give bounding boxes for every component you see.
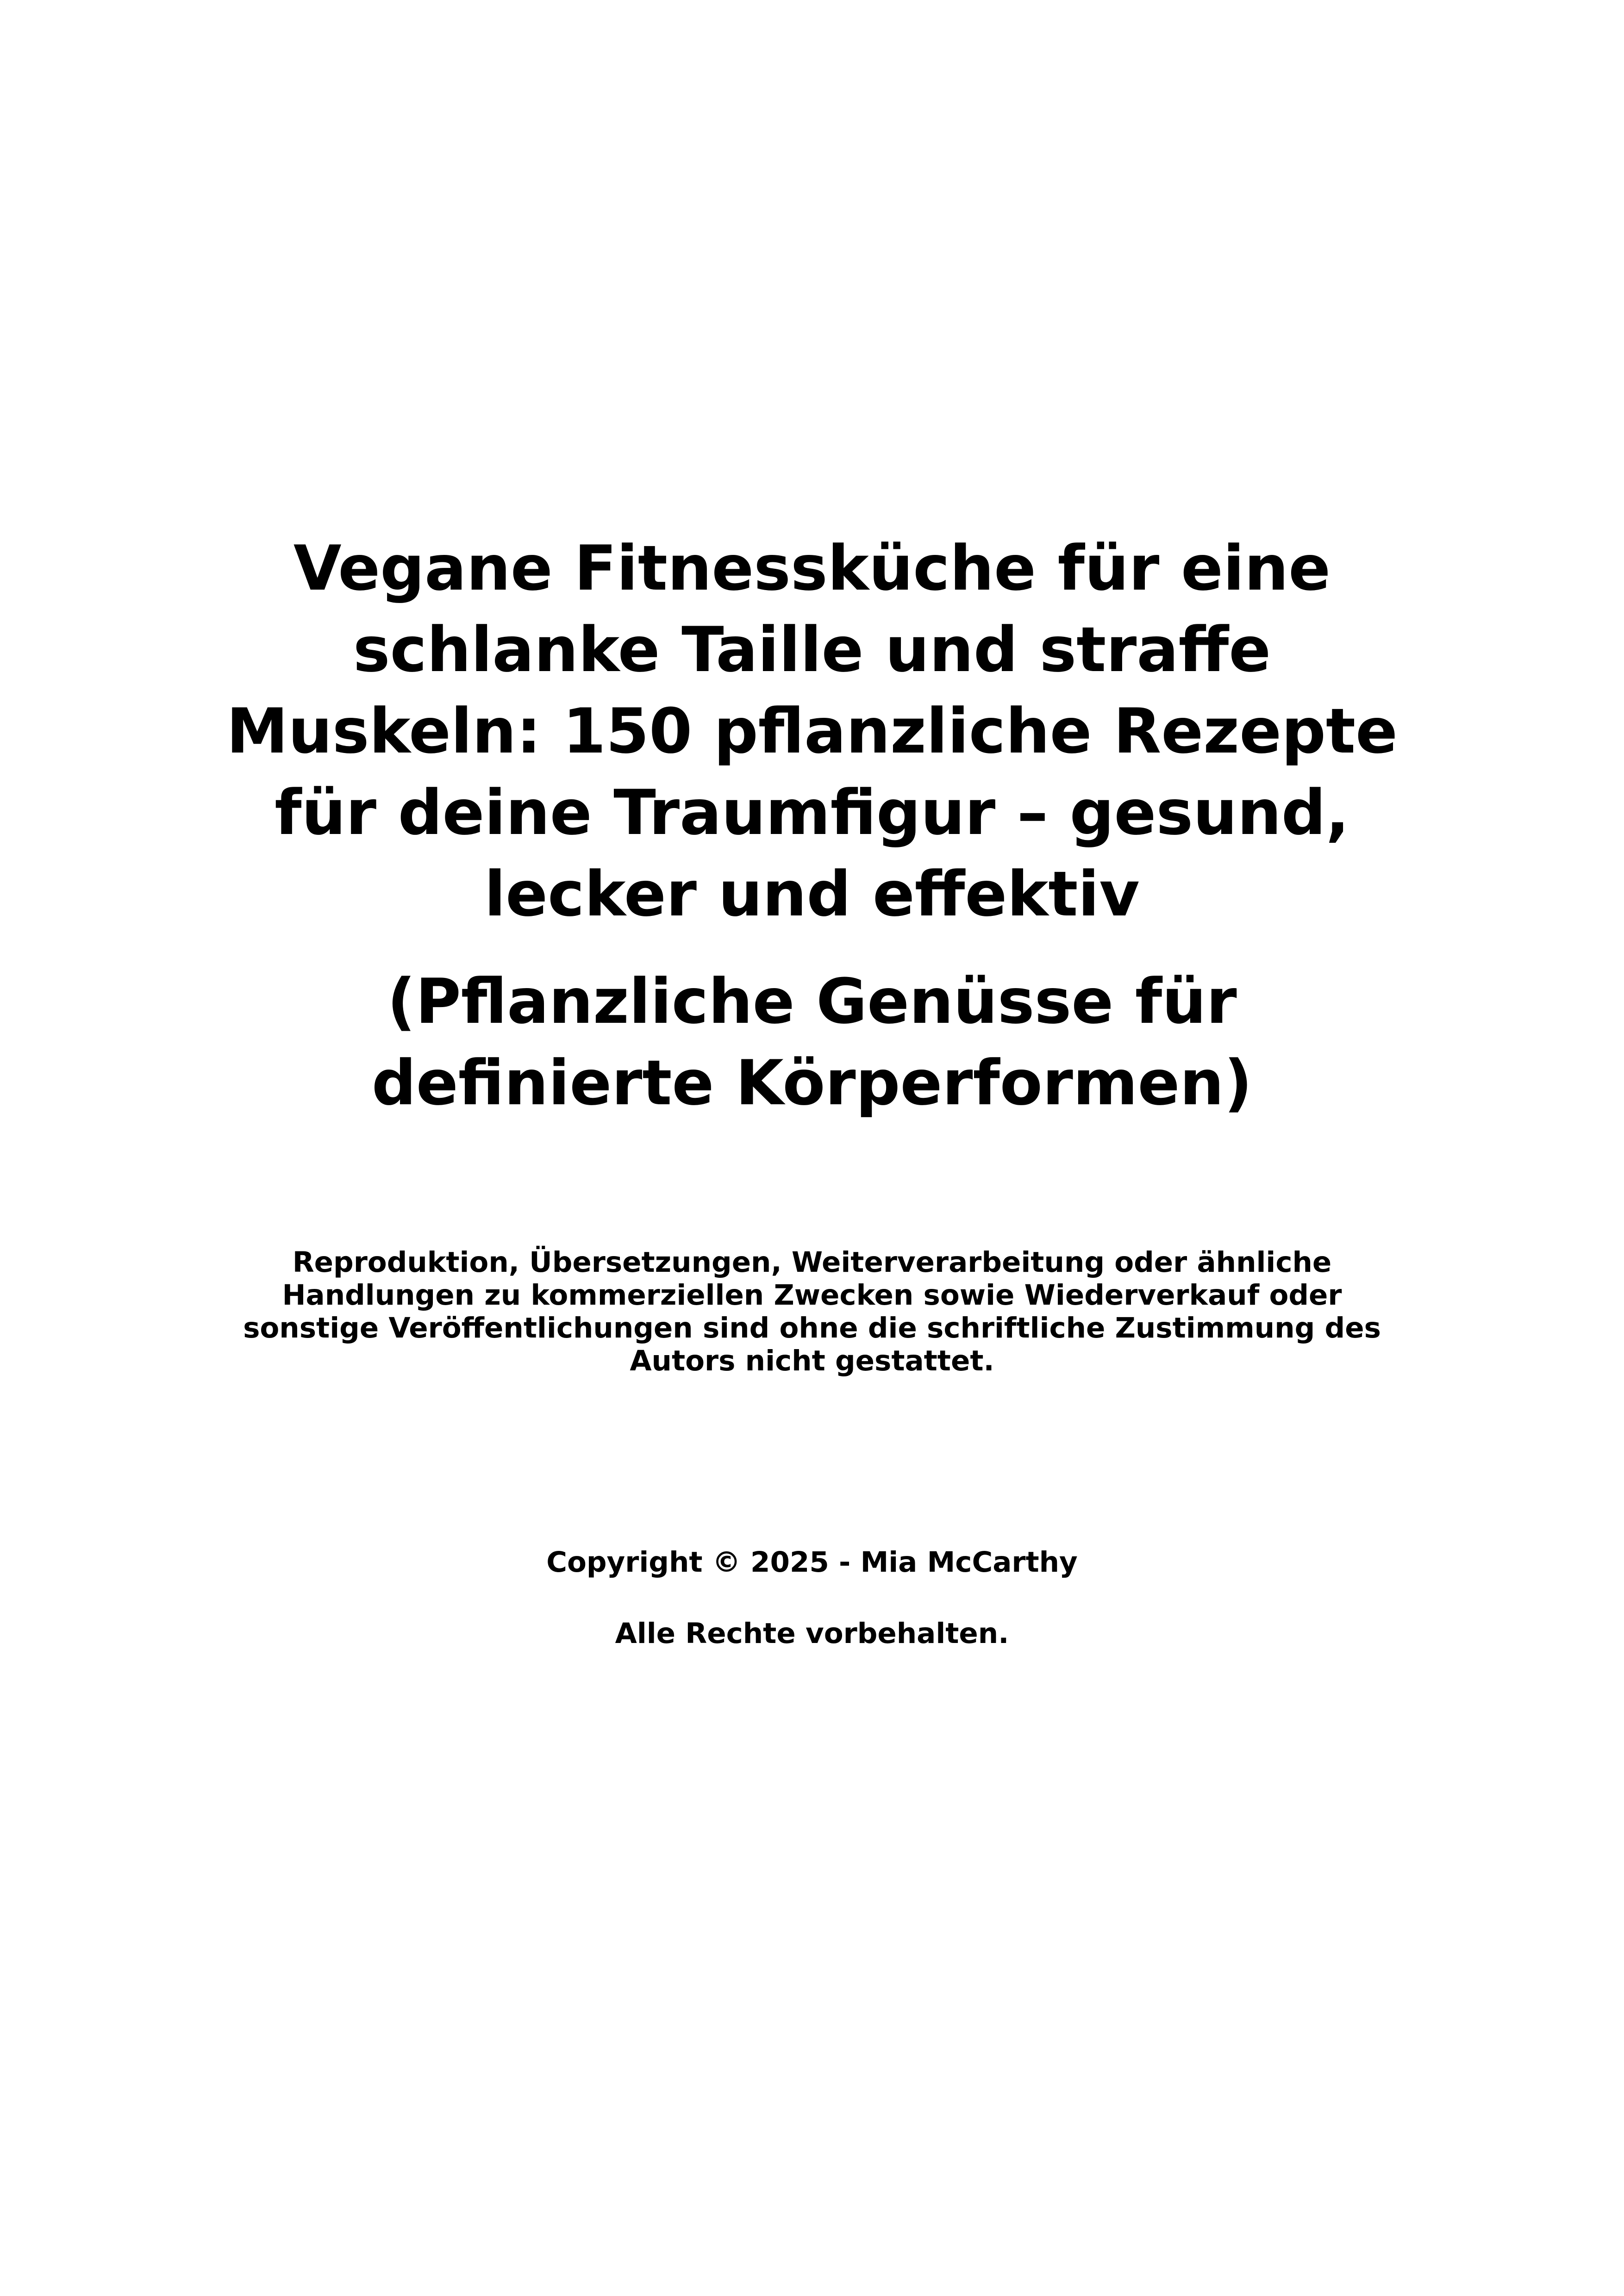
title-line: für deine Traumfigur – gesund, [275,777,1349,849]
title-line: schlanke Taille und straffe [353,614,1271,686]
copyright-notice: Copyright © 2025 - Mia McCarthy [546,1546,1078,1579]
title-line: Vegane Fitnessküche für eine [293,532,1331,604]
legal-line: Autors nicht gestattet. [630,1344,994,1377]
subtitle-line: (Pflanzliche Genüsse für [387,965,1237,1038]
title-line: Muskeln: 150 pflanzliche Rezepte [226,695,1398,767]
legal-line: Reproduktion, Übersetzungen, Weiterverarbeitung oder ähnliche [292,1246,1332,1279]
book-title [164,528,1460,935]
legal-line: sonstige Veröffentlichungen sind ohne die schriftliche Zustimmung des [243,1312,1381,1344]
legal-line: Handlungen zu kommerziellen Zwecken sowie Wiederverkauf oder [282,1279,1342,1312]
legal-notice [210,1246,1414,1377]
book-subtitle [164,961,1460,1124]
title-line: lecker und effektiv [484,858,1140,930]
subtitle-line: definierte Körperformen) [371,1047,1253,1119]
rights-reserved: Alle Rechte vorbehalten. [615,1617,1009,1650]
title-block [164,528,1460,1124]
